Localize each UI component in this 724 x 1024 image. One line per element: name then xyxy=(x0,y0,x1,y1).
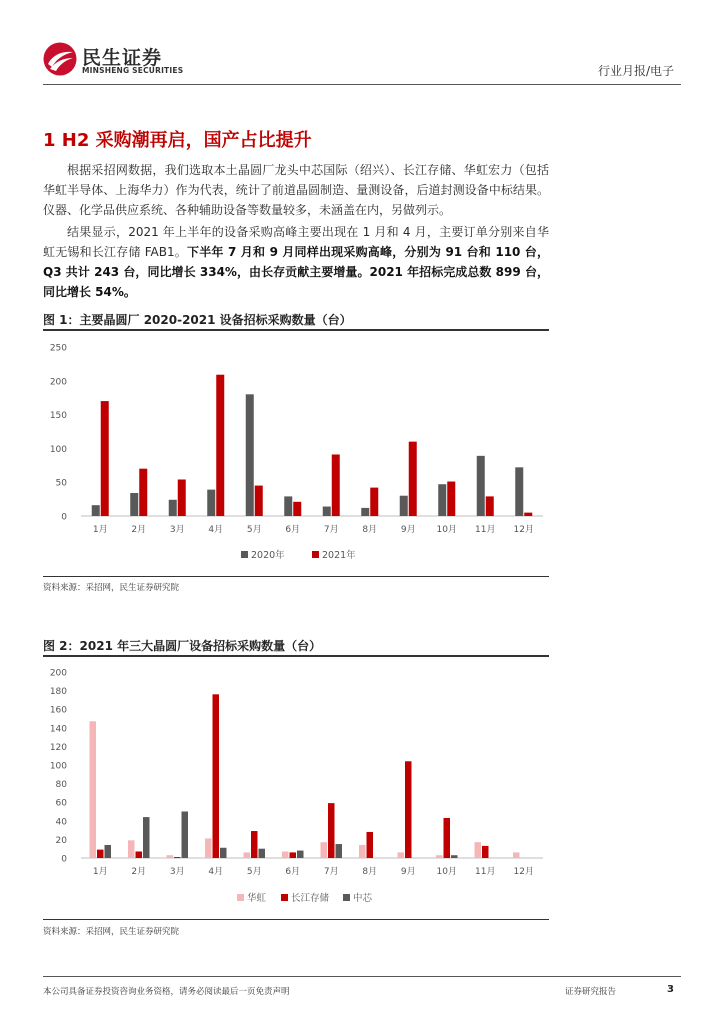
y-tick-label: 100 xyxy=(49,761,67,772)
bar-中芯-6月 xyxy=(297,851,304,858)
bar-华虹-3月 xyxy=(167,855,174,858)
document-type: 行业月报/电子 xyxy=(597,64,674,78)
y-tick-label: 0 xyxy=(61,854,67,865)
x-tick-label: 7月 xyxy=(323,867,339,877)
y-tick-label: 120 xyxy=(49,742,67,753)
bar-华虹-5月 xyxy=(244,852,251,858)
legend-label: 华虹 xyxy=(247,893,267,904)
y-tick-label: 160 xyxy=(49,705,67,716)
figure-1-chart xyxy=(43,334,549,572)
bar-长江存储-7月 xyxy=(328,803,335,858)
legend-label: 中芯 xyxy=(353,893,373,904)
figure-1-title: 图 1：主要晶圆厂 2020-2021 设备招标采购数量（台） xyxy=(43,313,352,327)
x-tick-label: 1月 xyxy=(92,525,108,535)
bar-2021年-11月 xyxy=(486,496,494,516)
brand-name-en: MINSHENG SECURITIES xyxy=(82,66,184,75)
y-tick-label: 20 xyxy=(55,835,67,846)
figure-2-bottom-rule xyxy=(43,919,549,920)
bar-2021年-6月 xyxy=(293,502,301,516)
bar-中芯-7月 xyxy=(336,844,343,858)
bar-华虹-2月 xyxy=(128,840,135,858)
x-tick-label: 1月 xyxy=(92,867,108,877)
y-tick-label: 250 xyxy=(49,343,67,354)
paragraph-2-plain: 结果显示，2021 年上半年的设备采购高峰主要出现在 1 月和 4 月，主要订单分别来自华虹无锡和长江存储 FAB1。 xyxy=(43,225,549,259)
bar-中芯-2月 xyxy=(143,817,150,858)
x-tick-label: 3月 xyxy=(169,867,185,877)
x-tick-label: 9月 xyxy=(400,525,416,535)
bar-2020年-12月 xyxy=(515,467,523,516)
bar-2021年-2月 xyxy=(139,469,147,516)
x-tick-label: 6月 xyxy=(285,867,301,877)
x-tick-label: 5月 xyxy=(246,867,262,877)
bar-长江存储-8月 xyxy=(367,832,374,858)
x-tick-label: 5月 xyxy=(246,525,262,535)
bar-2020年-8月 xyxy=(361,508,369,516)
bar-中芯-4月 xyxy=(220,848,227,858)
x-tick-label: 10月 xyxy=(436,525,457,535)
bar-华虹-6月 xyxy=(282,851,289,858)
bar-华虹-8月 xyxy=(359,845,366,858)
x-tick-label: 11月 xyxy=(475,525,496,535)
bar-2021年-3月 xyxy=(178,479,186,516)
bar-中芯-10月 xyxy=(451,855,458,858)
figure-2-chart xyxy=(43,660,549,912)
bar-2021年-10月 xyxy=(447,482,455,516)
bar-长江存储-4月 xyxy=(213,694,220,858)
x-tick-label: 6月 xyxy=(285,525,301,535)
section-title: 1 H2 采购潮再启，国产占比提升 xyxy=(43,130,312,151)
bar-2020年-10月 xyxy=(438,484,446,516)
x-tick-label: 2月 xyxy=(131,867,147,877)
bar-2021年-5月 xyxy=(255,486,263,516)
bar-2020年-4月 xyxy=(207,490,215,516)
bar-2021年-12月 xyxy=(524,513,532,516)
x-tick-label: 2月 xyxy=(131,525,147,535)
footer-disclaimer: 本公司具备证券投资咨询业务资格，请务必阅读最后一页免责声明 xyxy=(43,987,290,997)
legend-swatch-2020年 xyxy=(241,551,248,558)
bar-长江存储-3月 xyxy=(174,857,181,858)
bar-2020年-11月 xyxy=(477,456,485,516)
figure-2-title: 图 2：2021 年三大晶圆厂设备招标采购数量（台） xyxy=(43,639,322,653)
bar-中芯-5月 xyxy=(259,849,266,858)
bar-长江存储-11月 xyxy=(482,846,489,858)
figure-1-bottom-rule xyxy=(43,576,549,577)
x-tick-label: 12月 xyxy=(513,867,534,877)
y-tick-label: 180 xyxy=(49,687,67,698)
legend-swatch-华虹 xyxy=(237,894,244,901)
y-tick-label: 200 xyxy=(49,668,67,679)
legend-swatch-长江存储 xyxy=(281,894,288,901)
page-number: 3 xyxy=(667,984,674,995)
y-tick-label: 0 xyxy=(61,512,67,523)
legend-label: 2020年 xyxy=(251,550,285,561)
legend-swatch-2021年 xyxy=(312,551,319,558)
legend-label: 长江存储 xyxy=(291,893,330,904)
header-divider xyxy=(43,84,681,85)
bar-华虹-10月 xyxy=(436,855,443,858)
bar-2020年-7月 xyxy=(323,507,331,516)
figure-1-top-rule xyxy=(43,329,549,331)
figure-1-source: 资料来源：采招网，民生证券研究院 xyxy=(43,583,180,593)
bar-2020年-9月 xyxy=(400,496,408,516)
y-tick-label: 40 xyxy=(55,817,67,828)
bar-2021年-8月 xyxy=(370,488,378,516)
bar-华虹-12月 xyxy=(513,852,520,858)
x-tick-label: 7月 xyxy=(323,525,339,535)
bar-华虹-7月 xyxy=(321,842,328,858)
x-tick-label: 4月 xyxy=(208,867,224,877)
y-tick-label: 140 xyxy=(49,724,67,735)
bar-2020年-1月 xyxy=(92,505,100,516)
x-tick-label: 4月 xyxy=(208,525,224,535)
paragraph-2-highlight: 下半年 7 月和 9 月同样出现采购高峰，分别为 91 台和 110 台，Q3 共计 243 台，同比增长 334%，由长存贡献主要增量。2021 年招标完成总数 899 台，同比增长 54%。 xyxy=(43,245,549,299)
y-tick-label: 60 xyxy=(55,798,67,809)
y-tick-label: 100 xyxy=(49,444,67,455)
bar-长江存储-1月 xyxy=(97,850,104,858)
bar-2021年-9月 xyxy=(409,442,417,516)
y-tick-label: 200 xyxy=(49,377,67,388)
footer-report-type: 证券研究报告 xyxy=(565,987,617,997)
y-tick-label: 150 xyxy=(49,411,67,422)
x-tick-label: 8月 xyxy=(362,867,378,877)
figure-2-top-rule xyxy=(43,655,549,657)
figure-2-source: 资料来源：采招网，民生证券研究院 xyxy=(43,927,180,937)
x-tick-label: 8月 xyxy=(362,525,378,535)
x-tick-label: 10月 xyxy=(436,867,457,877)
bar-长江存储-5月 xyxy=(251,831,258,858)
y-tick-label: 50 xyxy=(55,478,67,489)
y-tick-label: 80 xyxy=(55,780,67,791)
x-tick-label: 12月 xyxy=(513,525,534,535)
legend-label: 2021年 xyxy=(322,550,356,561)
bar-2021年-1月 xyxy=(101,401,109,516)
bar-中芯-1月 xyxy=(105,845,112,858)
bar-华虹-9月 xyxy=(398,852,405,858)
bar-中芯-3月 xyxy=(182,812,189,859)
bar-长江存储-2月 xyxy=(136,851,143,858)
x-tick-label: 3月 xyxy=(169,525,185,535)
bar-华虹-11月 xyxy=(475,842,482,858)
paragraph-2 xyxy=(43,222,549,302)
paragraph-1: 根据采招网数据，我们选取本土晶圆厂龙头中芯国际（绍兴）、长江存储、华虹宏力（包括华虹半导体、上海华力）作为代表，统计了前道晶圆制造、量测设备，后道封测设备中标结果。仪器、化学品供应系统、各种辅助设备等数量较多，未涵盖在内，另做列示。 xyxy=(43,163,549,217)
footer-divider xyxy=(43,976,681,977)
x-tick-label: 9月 xyxy=(400,867,416,877)
bar-长江存储-10月 xyxy=(444,818,451,858)
bar-2021年-7月 xyxy=(332,454,340,516)
bar-2020年-6月 xyxy=(284,496,292,516)
bar-2021年-4月 xyxy=(216,375,224,516)
brand-name-cn: 民生证券 xyxy=(82,47,163,69)
x-tick-label: 11月 xyxy=(475,867,496,877)
bar-2020年-2月 xyxy=(130,493,138,516)
bar-长江存储-6月 xyxy=(290,852,297,858)
minsheng-logo-icon xyxy=(43,42,77,76)
bar-2020年-3月 xyxy=(169,500,177,516)
bar-华虹-1月 xyxy=(90,721,97,858)
bar-华虹-4月 xyxy=(205,838,212,858)
legend-swatch-中芯 xyxy=(343,894,350,901)
bar-2020年-5月 xyxy=(246,394,254,516)
bar-长江存储-9月 xyxy=(405,761,412,858)
